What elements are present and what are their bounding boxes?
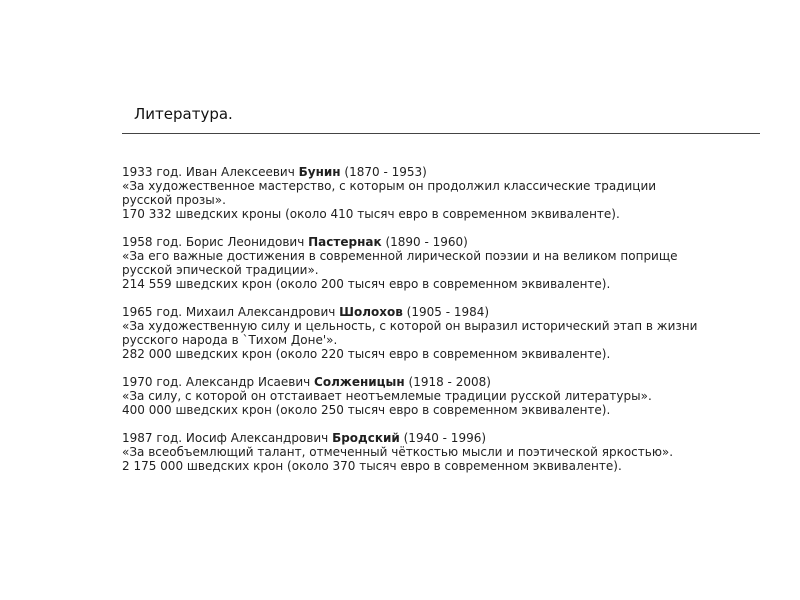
laureate-prize: 2 175 000 шведских крон (около 370 тысяч евро в современном эквиваленте). bbox=[122, 459, 622, 473]
laureate-heading bbox=[122, 235, 742, 249]
laureate-years: (1940 - 1996) bbox=[399, 431, 487, 445]
laureate-prefix: 1970 год. Александр Исаевич bbox=[122, 375, 315, 389]
laureate-entry-pasternak bbox=[122, 235, 742, 291]
laureate-prize: 214 559 шведских крон (около 200 тысяч евро в современном эквиваленте). bbox=[122, 277, 611, 291]
laureate-entry-solzhenitsyn bbox=[122, 375, 742, 417]
laureate-entry-brodsky bbox=[122, 431, 742, 473]
laureate-quote: «За художественную силу и цельность, с которой он выразил исторический этап в жизни русского народа в `Тихом Доне'». bbox=[122, 319, 698, 347]
laureate-heading bbox=[122, 165, 742, 179]
slide-title bbox=[134, 104, 233, 124]
laureate-entry-sholokhov bbox=[122, 305, 742, 361]
laureate-quote: «За художественное мастерство, с которым он продолжил классические традиции русской прозы». bbox=[122, 179, 657, 207]
laureate-surname: Пастернак bbox=[308, 235, 382, 249]
laureate-quote: «За всеобъемлющий талант, отмеченный чёткостью мысли и поэтической яркостью». bbox=[122, 445, 674, 459]
laureate-prefix: 1958 год. Борис Леонидович bbox=[122, 235, 309, 249]
laureate-heading bbox=[122, 431, 742, 445]
laureate-prefix: 1933 год. Иван Алексеевич bbox=[122, 165, 299, 179]
slide-title-text: Литература bbox=[134, 105, 229, 123]
laureate-years: (1870 - 1953) bbox=[340, 165, 427, 179]
laureate-heading bbox=[122, 375, 742, 389]
laureate-years: (1905 - 1984) bbox=[402, 305, 490, 319]
laureate-surname: Солженицын bbox=[314, 375, 405, 389]
laureate-prize: 282 000 шведских крон (около 220 тысяч евро в современном эквиваленте). bbox=[122, 347, 611, 361]
laureate-entry-bunin bbox=[122, 165, 742, 221]
laureate-prize: 170 332 шведских кроны (около 410 тысяч евро в современном эквиваленте). bbox=[122, 207, 620, 221]
laureate-years: (1918 - 2008) bbox=[404, 375, 491, 389]
laureate-surname: Бродский bbox=[332, 431, 400, 445]
laureates-list bbox=[122, 165, 742, 487]
laureate-heading bbox=[122, 305, 742, 319]
laureate-years: (1890 - 1960) bbox=[381, 235, 468, 249]
laureate-prize: 400 000 шведских крон (около 250 тысяч евро в современном эквиваленте). bbox=[122, 403, 611, 417]
slide-title-suffix: . bbox=[228, 105, 233, 123]
laureate-prefix: 1987 год. Иосиф Александрович bbox=[122, 431, 333, 445]
laureate-prefix: 1965 год. Михаил Александрович bbox=[122, 305, 340, 319]
title-divider bbox=[122, 133, 760, 134]
laureate-surname: Шолохов bbox=[339, 305, 403, 319]
laureate-surname: Бунин bbox=[298, 165, 341, 179]
laureate-quote: «За его важные достижения в современной лирической поэзии и на великом поприще русской эпической традиции». bbox=[122, 249, 678, 277]
laureate-quote: «За силу, с которой он отстаивает неотъемлемые традиции русской литературы». bbox=[122, 389, 652, 403]
